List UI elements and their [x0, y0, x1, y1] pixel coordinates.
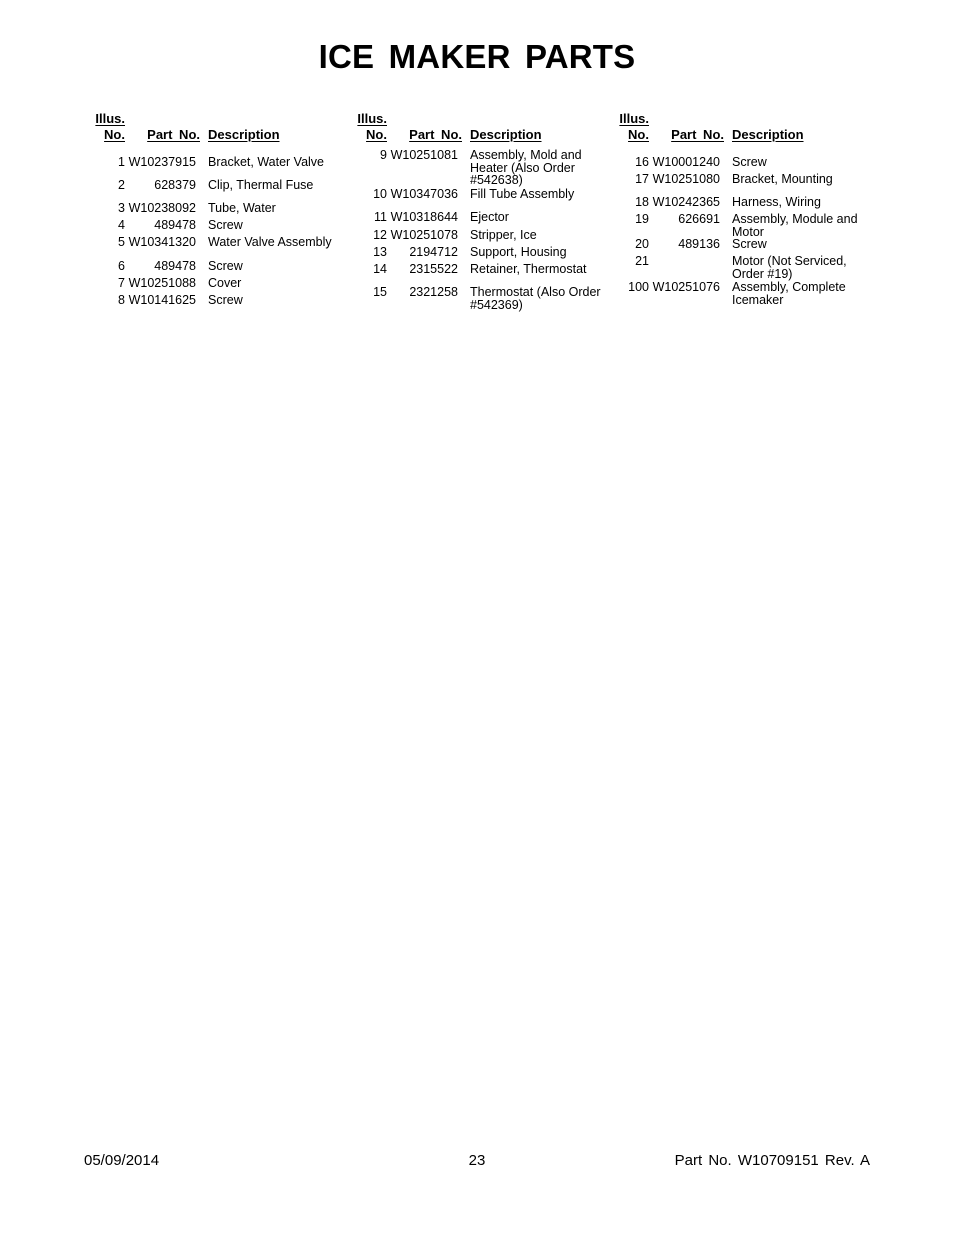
- illus-no: 13: [373, 245, 387, 259]
- column-header: [352, 111, 614, 145]
- description: Stripper, Ice: [470, 228, 537, 242]
- description: Bracket, Mounting: [732, 172, 833, 186]
- illus-no: 14: [373, 262, 387, 276]
- description-header: Description: [208, 127, 280, 142]
- illus-no: 10: [373, 187, 387, 201]
- footer-date: 05/09/2014: [84, 1152, 160, 1169]
- description-header: Description: [732, 127, 804, 142]
- part-no: 2194712: [409, 245, 458, 259]
- column-header: [90, 111, 352, 145]
- parts-column-1: [90, 111, 352, 307]
- illus-no: 18: [635, 195, 649, 209]
- description: Bracket, Water Valve: [208, 155, 325, 169]
- description: Harness, Wiring: [732, 195, 821, 209]
- illus-no: 11: [374, 210, 387, 224]
- description: Support, Housing: [470, 245, 567, 259]
- description: Screw: [732, 155, 767, 169]
- description-header: Description: [470, 127, 542, 142]
- illus-header-line2: No.: [628, 127, 649, 142]
- footer-page-number: 23: [468, 1152, 486, 1169]
- illus-no: 1: [118, 155, 125, 169]
- illus-no: 4: [118, 218, 125, 232]
- description: Water Valve Assembly: [208, 235, 332, 249]
- part-no: W10238092: [128, 201, 196, 215]
- description: Cover: [208, 276, 242, 290]
- illus-no: 16: [635, 155, 649, 169]
- illus-no: 17: [635, 172, 649, 186]
- part-no: 2321258: [409, 285, 458, 299]
- illus-no: 19: [635, 212, 649, 226]
- part-no: 628379: [154, 178, 196, 192]
- illus-no: 3: [118, 201, 125, 215]
- illus-header-line1: Illus.: [357, 111, 387, 126]
- illus-header-line1: Illus.: [619, 111, 649, 126]
- column-header: [614, 111, 876, 145]
- part-no: W10251078: [390, 228, 458, 242]
- description: Motor (Not Serviced, Order #19): [732, 254, 847, 281]
- illus-no: 7: [118, 276, 125, 290]
- footer-part-revision: Part No. W10709151 Rev. A: [674, 1152, 870, 1169]
- part-no: 2315522: [409, 262, 458, 276]
- description: Assembly, Mold and Heater (Also Order #542638): [470, 148, 582, 187]
- description: Ejector: [470, 210, 509, 224]
- description: Assembly, Module and Motor: [732, 212, 858, 239]
- description: Tube, Water: [208, 201, 276, 215]
- illus-header-line1: Illus.: [95, 111, 125, 126]
- illus-no: 21: [635, 254, 649, 268]
- description: Assembly, Complete Icemaker: [732, 280, 846, 307]
- description: Fill Tube Assembly: [470, 187, 575, 201]
- illus-no: 5: [118, 235, 125, 249]
- part-no: W10347036: [390, 187, 458, 201]
- illus-header-line2: No.: [366, 127, 387, 142]
- description: Screw: [208, 218, 243, 232]
- part-no: 489136: [678, 237, 720, 251]
- parts-column-3: [614, 111, 876, 307]
- part-no: W10251081: [390, 148, 458, 162]
- description: Screw: [732, 237, 767, 251]
- part-no-header: Part No.: [671, 127, 724, 142]
- part-no: 489478: [154, 218, 196, 232]
- illus-no: 6: [118, 259, 125, 273]
- description: Thermostat (Also Order #542369): [470, 285, 601, 312]
- illus-no: 2: [118, 178, 125, 192]
- part-no: 489478: [154, 259, 196, 273]
- part-no: W10251080: [652, 172, 720, 186]
- part-no: W10251088: [128, 276, 196, 290]
- illus-no: 15: [373, 285, 387, 299]
- part-no: W10251076: [652, 280, 720, 294]
- description: Retainer, Thermostat: [470, 262, 587, 276]
- part-no: W10001240: [652, 155, 720, 169]
- illus-no: 12: [373, 228, 387, 242]
- part-no: W10141625: [128, 293, 196, 307]
- part-no: 626691: [678, 212, 720, 226]
- description: Screw: [208, 259, 243, 273]
- part-no-header: Part No.: [409, 127, 462, 142]
- part-no: W10242365: [652, 195, 720, 209]
- page-title: ICE MAKER PARTS: [318, 38, 636, 75]
- part-no: W10341320: [128, 235, 196, 249]
- illus-header-line2: No.: [104, 127, 125, 142]
- description: Screw: [208, 293, 243, 307]
- part-no-header: Part No.: [147, 127, 200, 142]
- part-no: W10237915: [128, 155, 196, 169]
- description: Clip, Thermal Fuse: [208, 178, 314, 192]
- illus-no: 20: [635, 237, 649, 251]
- part-no: W10318644: [390, 210, 458, 224]
- illus-no: 8: [118, 293, 125, 307]
- illus-no: 100: [628, 280, 649, 294]
- parts-column-2: [352, 111, 614, 312]
- illus-no: 9: [380, 148, 387, 162]
